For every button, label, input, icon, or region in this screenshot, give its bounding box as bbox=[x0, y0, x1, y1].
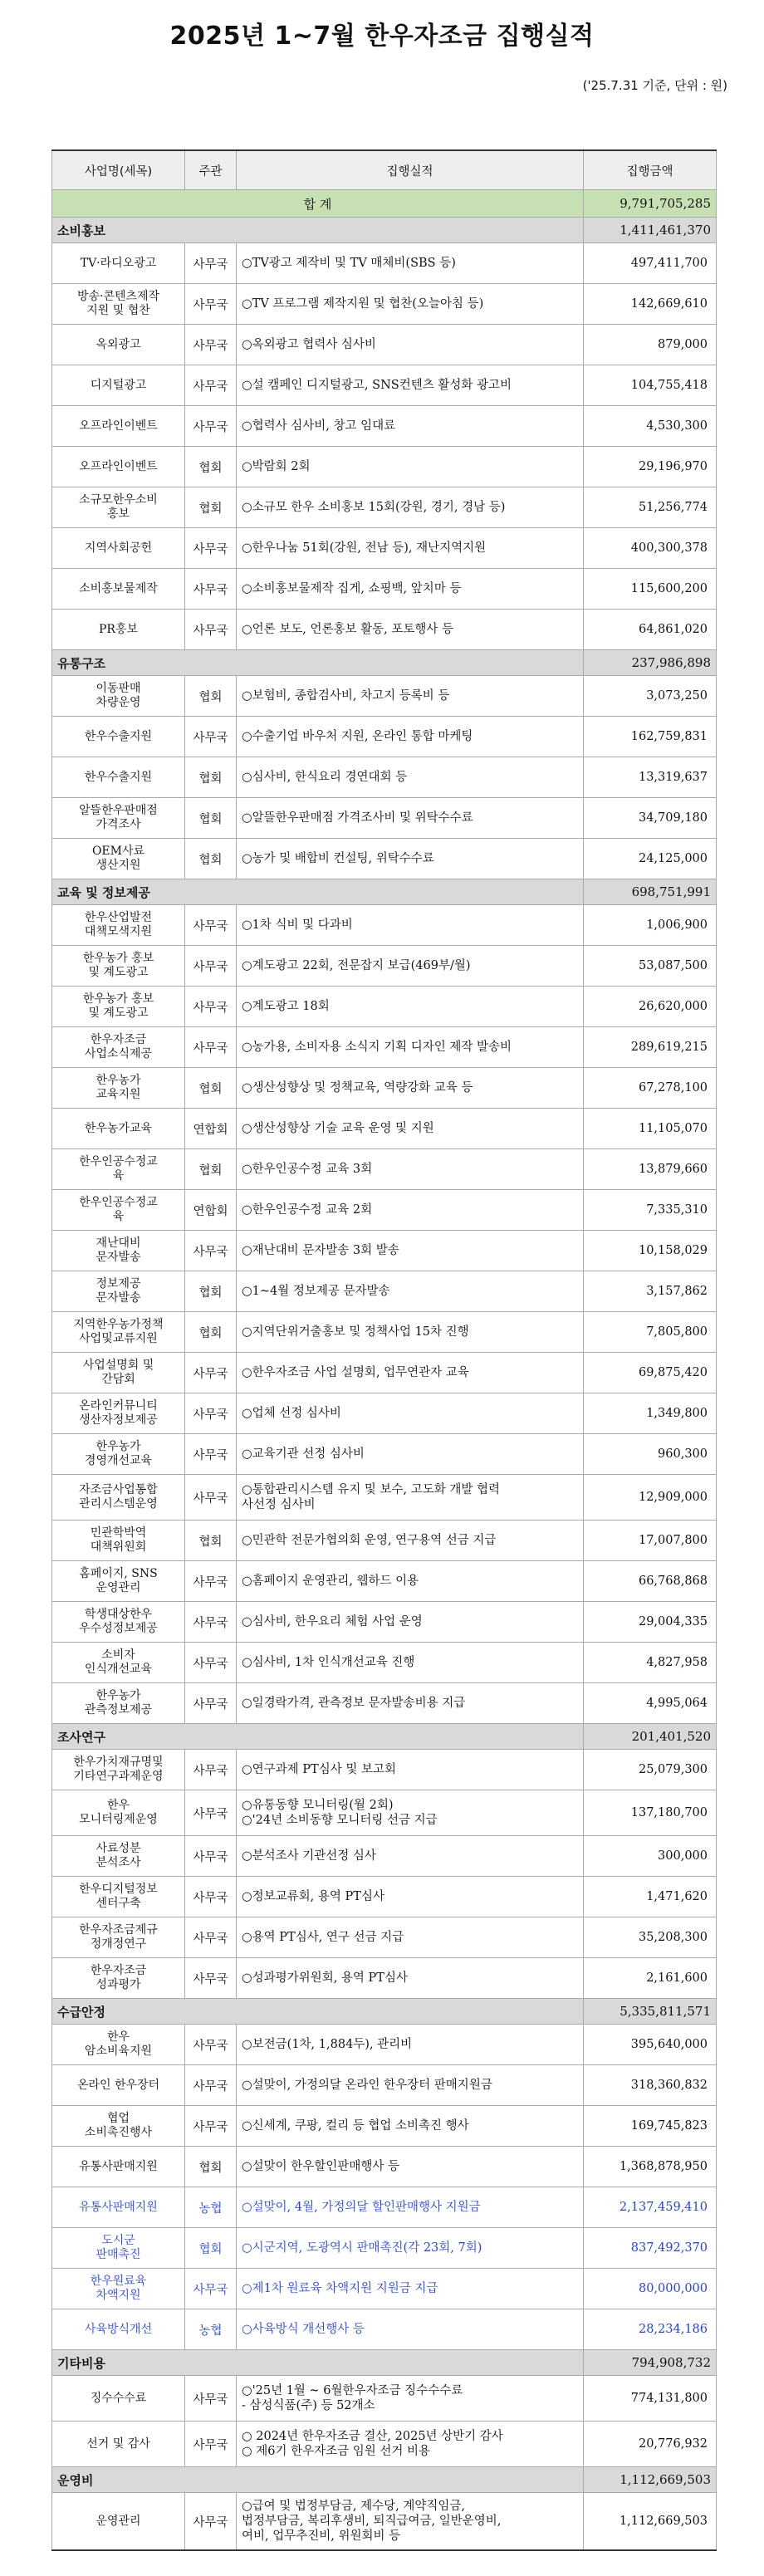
item-amount: 1,006,900 bbox=[584, 905, 717, 946]
item-detail: ○시군지역, 도광역시 판매촉진(각 23회, 7회) bbox=[237, 2228, 584, 2269]
item-detail: ○통합관리시스템 유지 및 보수, 고도화 개발 협력 사선정 심사비 bbox=[237, 1475, 584, 1521]
table-row bbox=[52, 987, 717, 1027]
item-amount: 1,471,620 bbox=[584, 1877, 717, 1917]
item-amount: 142,669,610 bbox=[584, 284, 717, 325]
item-amount: 3,073,250 bbox=[584, 676, 717, 717]
item-amount: 104,755,418 bbox=[584, 365, 717, 406]
item-amount: 11,105,070 bbox=[584, 1109, 717, 1149]
item-name: 선거 및 감사 bbox=[52, 2422, 185, 2467]
item-name: 한우산업발전 대책모색지원 bbox=[52, 905, 185, 946]
item-name: 한우인공수정교 육 bbox=[52, 1190, 185, 1231]
table-row bbox=[52, 946, 717, 987]
table-row bbox=[52, 2269, 717, 2309]
table-row bbox=[52, 1190, 717, 1231]
section-name: 교육 및 정보제공 bbox=[52, 879, 584, 905]
item-amount: 66,768,868 bbox=[584, 1561, 717, 1602]
section-name: 수급안정 bbox=[52, 1999, 584, 2025]
item-amount: 879,000 bbox=[584, 325, 717, 365]
item-name: 홈페이지, SNS 운영관리 bbox=[52, 1561, 185, 1602]
item-name: 운영관리 bbox=[52, 2493, 185, 2551]
item-org: 사무국 bbox=[185, 1877, 237, 1917]
item-amount: 289,619,215 bbox=[584, 1027, 717, 1068]
item-name: 오프라인이벤트 bbox=[52, 447, 185, 487]
table-row bbox=[52, 2422, 717, 2467]
table-row bbox=[52, 1877, 717, 1917]
item-detail: ○TV 프로그램 제작지원 및 협찬(오늘아침 등) bbox=[237, 284, 584, 325]
item-org: 협회 bbox=[185, 1149, 237, 1190]
table-row bbox=[52, 1917, 717, 1958]
item-org: 사무국 bbox=[185, 1475, 237, 1521]
table-row bbox=[52, 2025, 717, 2065]
item-amount: 1,112,669,503 bbox=[584, 2493, 717, 2551]
item-detail: ○ 2024년 한우자조금 결산, 2025년 상반기 감사 ○ 제6기 한우자조금 임원 선거 비용 bbox=[237, 2422, 584, 2467]
item-amount: 300,000 bbox=[584, 1836, 717, 1877]
table-row bbox=[52, 1434, 717, 1475]
table-row bbox=[52, 610, 717, 650]
item-name: 사료성분 분석조사 bbox=[52, 1836, 185, 1877]
table-row bbox=[52, 2228, 717, 2269]
item-org: 협회 bbox=[185, 757, 237, 798]
item-name: 오프라인이벤트 bbox=[52, 406, 185, 447]
item-name: 소비홍보물제작 bbox=[52, 569, 185, 610]
item-amount: 10,158,029 bbox=[584, 1231, 717, 1271]
total-label: 합 계 bbox=[52, 190, 584, 218]
item-detail: ○1차 식비 및 다과비 bbox=[237, 905, 584, 946]
item-amount: 395,640,000 bbox=[584, 2025, 717, 2065]
table-row bbox=[52, 1561, 717, 1602]
item-name: TV·라디오광고 bbox=[52, 243, 185, 284]
section-row bbox=[52, 1724, 717, 1750]
item-org: 사무국 bbox=[185, 905, 237, 946]
item-amount: 115,600,200 bbox=[584, 569, 717, 610]
table-row bbox=[52, 2147, 717, 2187]
section-name: 운영비 bbox=[52, 2467, 584, 2493]
item-detail: ○계도광고 22회, 전문잡지 보급(469부/월) bbox=[237, 946, 584, 987]
section-total: 1,112,669,503 bbox=[584, 2467, 717, 2493]
table-row bbox=[52, 1271, 717, 1312]
item-detail: ○'25년 1월 ~ 6월한우자조금 징수수수료 - 삼성식품(주) 등 52개소 bbox=[237, 2376, 584, 2422]
item-org: 사무국 bbox=[185, 2065, 237, 2106]
item-org: 사무국 bbox=[185, 528, 237, 569]
table-row bbox=[52, 243, 717, 284]
item-name: 한우농가 교육지원 bbox=[52, 1068, 185, 1109]
table-row bbox=[52, 798, 717, 839]
item-detail: ○유통동향 모니터링(월 2회) ○'24년 소비동향 모니터링 선금 지급 bbox=[237, 1790, 584, 1836]
item-org: 사무국 bbox=[185, 1917, 237, 1958]
item-amount: 169,745,823 bbox=[584, 2106, 717, 2147]
item-org: 사무국 bbox=[185, 569, 237, 610]
item-name: 민관학박역 대책위원회 bbox=[52, 1521, 185, 1561]
item-detail: ○설맞이, 가정의달 온라인 한우장터 판매지원금 bbox=[237, 2065, 584, 2106]
item-amount: 837,492,370 bbox=[584, 2228, 717, 2269]
item-org: 사무국 bbox=[185, 406, 237, 447]
item-detail: ○생산성향상 기술 교육 운영 및 지원 bbox=[237, 1109, 584, 1149]
item-name: OEM사료 생산지원 bbox=[52, 839, 185, 879]
table-row bbox=[52, 2065, 717, 2106]
item-detail: ○농가용, 소비자용 소식지 기획 디자인 제작 발송비 bbox=[237, 1027, 584, 1068]
item-org: 사무국 bbox=[185, 1836, 237, 1877]
item-name: 한우농가교육 bbox=[52, 1109, 185, 1149]
item-name: 한우자조금 사업소식제공 bbox=[52, 1027, 185, 1068]
item-amount: 80,000,000 bbox=[584, 2269, 717, 2309]
item-org: 농협 bbox=[185, 2187, 237, 2228]
item-amount: 34,709,180 bbox=[584, 798, 717, 839]
item-org: 사무국 bbox=[185, 1958, 237, 1999]
item-amount: 26,620,000 bbox=[584, 987, 717, 1027]
section-row bbox=[52, 218, 717, 243]
item-amount: 162,759,831 bbox=[584, 717, 717, 757]
item-amount: 53,087,500 bbox=[584, 946, 717, 987]
section-name: 소비홍보 bbox=[52, 218, 584, 243]
item-org: 사무국 bbox=[185, 1353, 237, 1393]
item-org: 협회 bbox=[185, 676, 237, 717]
item-detail: ○언론 보도, 언론홍보 활동, 포토행사 등 bbox=[237, 610, 584, 650]
item-name: 사육방식개선 bbox=[52, 2309, 185, 2350]
item-org: 사무국 bbox=[185, 325, 237, 365]
header-name: 사업명(세목) bbox=[52, 150, 185, 190]
item-detail: ○급여 및 법정부담금, 제수당, 계약직임금, 법정부담금, 복리후생비, 퇴직급여금, 일반운영비, 여비, 업무추진비, 위원회비 등 bbox=[237, 2493, 584, 2551]
section-total: 698,751,991 bbox=[584, 879, 717, 905]
item-detail: ○사육방식 개선행사 등 bbox=[237, 2309, 584, 2350]
section-total: 5,335,811,571 bbox=[584, 1999, 717, 2025]
section-name: 기타비용 bbox=[52, 2350, 584, 2376]
item-detail: ○신세계, 쿠팡, 컬리 등 협업 소비촉진 행사 bbox=[237, 2106, 584, 2147]
item-name: 한우수출지원 bbox=[52, 757, 185, 798]
item-amount: 137,180,700 bbox=[584, 1790, 717, 1836]
section-total: 1,411,461,370 bbox=[584, 218, 717, 243]
section-row bbox=[52, 2350, 717, 2376]
item-org: 사무국 bbox=[185, 243, 237, 284]
total-row bbox=[52, 190, 717, 218]
item-name: 온라인커뮤니티 생산자정보제공 bbox=[52, 1393, 185, 1434]
item-name: 자조금사업통합 관리시스템운영 bbox=[52, 1475, 185, 1521]
item-org: 사무국 bbox=[185, 2106, 237, 2147]
item-org: 협회 bbox=[185, 1271, 237, 1312]
table-row bbox=[52, 406, 717, 447]
item-name: 옥외광고 bbox=[52, 325, 185, 365]
item-detail: ○홈페이지 운영관리, 웹하드 이용 bbox=[237, 1561, 584, 1602]
table-row bbox=[52, 2106, 717, 2147]
item-org: 사무국 bbox=[185, 1561, 237, 1602]
item-org: 연합회 bbox=[185, 1190, 237, 1231]
item-name: 유통사판매지원 bbox=[52, 2147, 185, 2187]
table-header-row bbox=[52, 150, 717, 190]
item-org: 사무국 bbox=[185, 1027, 237, 1068]
item-amount: 4,995,064 bbox=[584, 1683, 717, 1724]
table-row bbox=[52, 365, 717, 406]
item-name: 한우자조금 성과평가 bbox=[52, 1958, 185, 1999]
item-name: 소규모한우소비 홍보 bbox=[52, 487, 185, 528]
item-org: 사무국 bbox=[185, 2269, 237, 2309]
item-amount: 20,776,932 bbox=[584, 2422, 717, 2467]
item-name: 한우자조금제규 정개정연구 bbox=[52, 1917, 185, 1958]
item-amount: 13,319,637 bbox=[584, 757, 717, 798]
item-org: 사무국 bbox=[185, 1643, 237, 1683]
table-row bbox=[52, 1027, 717, 1068]
item-detail: ○지역단위거출홍보 및 정책사업 15차 진행 bbox=[237, 1312, 584, 1353]
item-org: 협회 bbox=[185, 839, 237, 879]
page-title: 2025년 1~7월 한우자조금 집행실적 bbox=[169, 22, 595, 51]
table-row bbox=[52, 1958, 717, 1999]
item-org: 사무국 bbox=[185, 1231, 237, 1271]
section-total: 794,908,732 bbox=[584, 2350, 717, 2376]
section-row bbox=[52, 650, 717, 676]
item-amount: 318,360,832 bbox=[584, 2065, 717, 2106]
item-detail: ○농가 및 배합비 컨설팅, 위탁수수료 bbox=[237, 839, 584, 879]
item-org: 사무국 bbox=[185, 284, 237, 325]
item-amount: 67,278,100 bbox=[584, 1068, 717, 1109]
item-amount: 774,131,800 bbox=[584, 2376, 717, 2422]
item-name: 디지털광고 bbox=[52, 365, 185, 406]
item-org: 연합회 bbox=[185, 1109, 237, 1149]
item-amount: 2,137,459,410 bbox=[584, 2187, 717, 2228]
table-row bbox=[52, 1750, 717, 1790]
item-amount: 35,208,300 bbox=[584, 1917, 717, 1958]
item-org: 사무국 bbox=[185, 946, 237, 987]
item-detail: ○보험비, 종합검사비, 차고지 등록비 등 bbox=[237, 676, 584, 717]
section-row bbox=[52, 1999, 717, 2025]
item-detail: ○설맞이, 4월, 가정의달 할인판매행사 지원금 bbox=[237, 2187, 584, 2228]
section-name: 조사연구 bbox=[52, 1724, 584, 1750]
item-name: 사업설명회 및 간담회 bbox=[52, 1353, 185, 1393]
item-detail: ○연구과제 PT심사 및 보고회 bbox=[237, 1750, 584, 1790]
item-org: 사무국 bbox=[185, 365, 237, 406]
item-org: 사무국 bbox=[185, 2493, 237, 2551]
item-detail: ○제1차 원료육 차액지원 지원금 지급 bbox=[237, 2269, 584, 2309]
item-amount: 17,007,800 bbox=[584, 1521, 717, 1561]
table-row bbox=[52, 1231, 717, 1271]
item-name: 알뜰한우판매점 가격조사 bbox=[52, 798, 185, 839]
item-name: 재난대비 문자발송 bbox=[52, 1231, 185, 1271]
table-row bbox=[52, 447, 717, 487]
table-row bbox=[52, 717, 717, 757]
table-row bbox=[52, 1109, 717, 1149]
item-org: 사무국 bbox=[185, 1434, 237, 1475]
item-name: 한우인공수정교 육 bbox=[52, 1149, 185, 1190]
table-row bbox=[52, 1521, 717, 1561]
item-detail: ○업체 선정 심사비 bbox=[237, 1393, 584, 1434]
item-name: 유통사판매지원 bbox=[52, 2187, 185, 2228]
item-org: 사무국 bbox=[185, 1790, 237, 1836]
item-name: 한우수출지원 bbox=[52, 717, 185, 757]
execution-table bbox=[51, 149, 717, 2551]
item-org: 사무국 bbox=[185, 2422, 237, 2467]
table-row bbox=[52, 2309, 717, 2350]
item-amount: 400,300,378 bbox=[584, 528, 717, 569]
item-amount: 29,004,335 bbox=[584, 1602, 717, 1643]
item-name: 지역한우농가정책 사업및교류지원 bbox=[52, 1312, 185, 1353]
table-row bbox=[52, 1353, 717, 1393]
item-org: 협회 bbox=[185, 1521, 237, 1561]
header-amount: 집행금액 bbox=[584, 150, 717, 190]
item-name: 온라인 한우장터 bbox=[52, 2065, 185, 2106]
item-org: 사무국 bbox=[185, 1602, 237, 1643]
item-detail: ○박람회 2회 bbox=[237, 447, 584, 487]
item-detail: ○알뜰한우판매점 가격조사비 및 위탁수수료 bbox=[237, 798, 584, 839]
table-row bbox=[52, 1312, 717, 1353]
item-name: 도시군 판매촉진 bbox=[52, 2228, 185, 2269]
item-name: 소비자 인식개선교육 bbox=[52, 1643, 185, 1683]
item-amount: 1,349,800 bbox=[584, 1393, 717, 1434]
item-detail: ○계도광고 18회 bbox=[237, 987, 584, 1027]
table-row bbox=[52, 1683, 717, 1724]
unit-note: ('25.7.31 기준, 단위 : 원) bbox=[582, 78, 727, 93]
item-amount: 7,335,310 bbox=[584, 1190, 717, 1231]
item-org: 협회 bbox=[185, 447, 237, 487]
item-detail: ○정보교류회, 용역 PT심사 bbox=[237, 1877, 584, 1917]
item-detail: ○일경락가격, 관측정보 문자발송비용 지급 bbox=[237, 1683, 584, 1724]
item-detail: ○성과평가위원회, 용역 PT심사 bbox=[237, 1958, 584, 1999]
table-row bbox=[52, 1790, 717, 1836]
item-detail: ○생산성향상 및 정책교육, 역량강화 교육 등 bbox=[237, 1068, 584, 1109]
section-row bbox=[52, 879, 717, 905]
item-org: 협회 bbox=[185, 2147, 237, 2187]
table-row bbox=[52, 1393, 717, 1434]
section-total: 201,401,520 bbox=[584, 1724, 717, 1750]
item-amount: 12,909,000 bbox=[584, 1475, 717, 1521]
table-row bbox=[52, 1602, 717, 1643]
item-name: 한우 모니터링제운영 bbox=[52, 1790, 185, 1836]
item-detail: ○보전금(1차, 1,884두), 관리비 bbox=[237, 2025, 584, 2065]
item-detail: ○교육기관 선정 심사비 bbox=[237, 1434, 584, 1475]
table-row bbox=[52, 528, 717, 569]
item-amount: 497,411,700 bbox=[584, 243, 717, 284]
item-name: 협업 소비촉진행사 bbox=[52, 2106, 185, 2147]
item-detail: ○협력사 심사비, 창고 임대료 bbox=[237, 406, 584, 447]
table-row bbox=[52, 1643, 717, 1683]
item-name: 정보제공 문자발송 bbox=[52, 1271, 185, 1312]
item-detail: ○한우인공수정 교육 2회 bbox=[237, 1190, 584, 1231]
table-row bbox=[52, 1149, 717, 1190]
item-amount: 69,875,420 bbox=[584, 1353, 717, 1393]
item-detail: ○심사비, 1차 인식개선교육 진행 bbox=[237, 1643, 584, 1683]
item-amount: 24,125,000 bbox=[584, 839, 717, 879]
table-row bbox=[52, 2493, 717, 2551]
item-org: 사무국 bbox=[185, 1683, 237, 1724]
item-amount: 28,234,186 bbox=[584, 2309, 717, 2350]
item-detail: ○설맞이 한우할인판매행사 등 bbox=[237, 2147, 584, 2187]
item-detail: ○소규모 한우 소비홍보 15회(강원, 경기, 경남 등) bbox=[237, 487, 584, 528]
item-org: 사무국 bbox=[185, 610, 237, 650]
item-name: 한우농가 홍보 및 계도광고 bbox=[52, 987, 185, 1027]
item-amount: 3,157,862 bbox=[584, 1271, 717, 1312]
item-detail: ○심사비, 한우요리 체험 사업 운영 bbox=[237, 1602, 584, 1643]
item-name: 징수수수료 bbox=[52, 2376, 185, 2422]
table-row bbox=[52, 1836, 717, 1877]
item-name: 이동판매 차량운영 bbox=[52, 676, 185, 717]
section-name: 유통구조 bbox=[52, 650, 584, 676]
item-amount: 51,256,774 bbox=[584, 487, 717, 528]
item-detail: ○심사비, 한식요리 경연대회 등 bbox=[237, 757, 584, 798]
item-org: 사무국 bbox=[185, 2025, 237, 2065]
table-row bbox=[52, 284, 717, 325]
header-detail: 집행실적 bbox=[237, 150, 584, 190]
item-name: 한우가치재규명및 기타연구과제운영 bbox=[52, 1750, 185, 1790]
table-row bbox=[52, 325, 717, 365]
item-detail: ○분석조사 기관선정 심사 bbox=[237, 1836, 584, 1877]
item-name: 한우농가 홍보 및 계도광고 bbox=[52, 946, 185, 987]
section-row bbox=[52, 2467, 717, 2493]
item-org: 사무국 bbox=[185, 2376, 237, 2422]
header-org: 주관 bbox=[185, 150, 237, 190]
item-org: 사무국 bbox=[185, 1393, 237, 1434]
item-amount: 4,827,958 bbox=[584, 1643, 717, 1683]
item-amount: 7,805,800 bbox=[584, 1312, 717, 1353]
item-amount: 64,861,020 bbox=[584, 610, 717, 650]
item-detail: ○TV광고 제작비 및 TV 매체비(SBS 등) bbox=[237, 243, 584, 284]
item-amount: 4,530,300 bbox=[584, 406, 717, 447]
item-detail: ○용역 PT심사, 연구 선금 지급 bbox=[237, 1917, 584, 1958]
item-name: 학생대상한우 우수성정보제공 bbox=[52, 1602, 185, 1643]
item-org: 사무국 bbox=[185, 1750, 237, 1790]
item-detail: ○소비홍보물제작 집게, 쇼핑백, 앞치마 등 bbox=[237, 569, 584, 610]
item-name: 한우디지털정보 센터구축 bbox=[52, 1877, 185, 1917]
item-org: 협회 bbox=[185, 798, 237, 839]
item-name: 한우농가 관측정보제공 bbox=[52, 1683, 185, 1724]
item-org: 사무국 bbox=[185, 717, 237, 757]
item-name: 방송·콘텐츠제작 지원 및 협찬 bbox=[52, 284, 185, 325]
item-org: 협회 bbox=[185, 1068, 237, 1109]
table-row bbox=[52, 487, 717, 528]
table-row bbox=[52, 569, 717, 610]
item-name: 지역사회공헌 bbox=[52, 528, 185, 569]
item-org: 협회 bbox=[185, 2228, 237, 2269]
total-value: 9,791,705,285 bbox=[584, 190, 717, 218]
item-detail: ○옥외광고 협력사 심사비 bbox=[237, 325, 584, 365]
item-detail: ○수출기업 바우처 지원, 온라인 통합 마케팅 bbox=[237, 717, 584, 757]
item-amount: 29,196,970 bbox=[584, 447, 717, 487]
item-org: 협회 bbox=[185, 1312, 237, 1353]
item-detail: ○1~4월 정보제공 문자발송 bbox=[237, 1271, 584, 1312]
table-row bbox=[52, 1068, 717, 1109]
item-amount: 960,300 bbox=[584, 1434, 717, 1475]
item-amount: 13,879,660 bbox=[584, 1149, 717, 1190]
table-row bbox=[52, 2187, 717, 2228]
table-row bbox=[52, 2376, 717, 2422]
item-detail: ○민관학 전문가협의회 운영, 연구용역 선금 지급 bbox=[237, 1521, 584, 1561]
section-total: 237,986,898 bbox=[584, 650, 717, 676]
table-row bbox=[52, 905, 717, 946]
item-amount: 1,368,878,950 bbox=[584, 2147, 717, 2187]
item-amount: 2,161,600 bbox=[584, 1958, 717, 1999]
item-org: 농협 bbox=[185, 2309, 237, 2350]
item-detail: ○재난대비 문자발송 3회 발송 bbox=[237, 1231, 584, 1271]
item-amount: 25,079,300 bbox=[584, 1750, 717, 1790]
item-detail: ○한우나눔 51회(강원, 전남 등), 재난지역지원 bbox=[237, 528, 584, 569]
item-name: 한우 암소비육지원 bbox=[52, 2025, 185, 2065]
item-org: 사무국 bbox=[185, 987, 237, 1027]
item-name: 한우농가 경영개선교육 bbox=[52, 1434, 185, 1475]
item-detail: ○한우인공수정 교육 3회 bbox=[237, 1149, 584, 1190]
item-name: PR홍보 bbox=[52, 610, 185, 650]
table-row bbox=[52, 757, 717, 798]
item-detail: ○한우자조금 사업 설명회, 업무연관자 교육 bbox=[237, 1353, 584, 1393]
item-detail: ○설 캠페인 디지털광고, SNS컨텐츠 활성화 광고비 bbox=[237, 365, 584, 406]
table-row bbox=[52, 839, 717, 879]
item-org: 협회 bbox=[185, 487, 237, 528]
table-row bbox=[52, 1475, 717, 1521]
table-row bbox=[52, 676, 717, 717]
item-name: 한우원료육 차액지원 bbox=[52, 2269, 185, 2309]
